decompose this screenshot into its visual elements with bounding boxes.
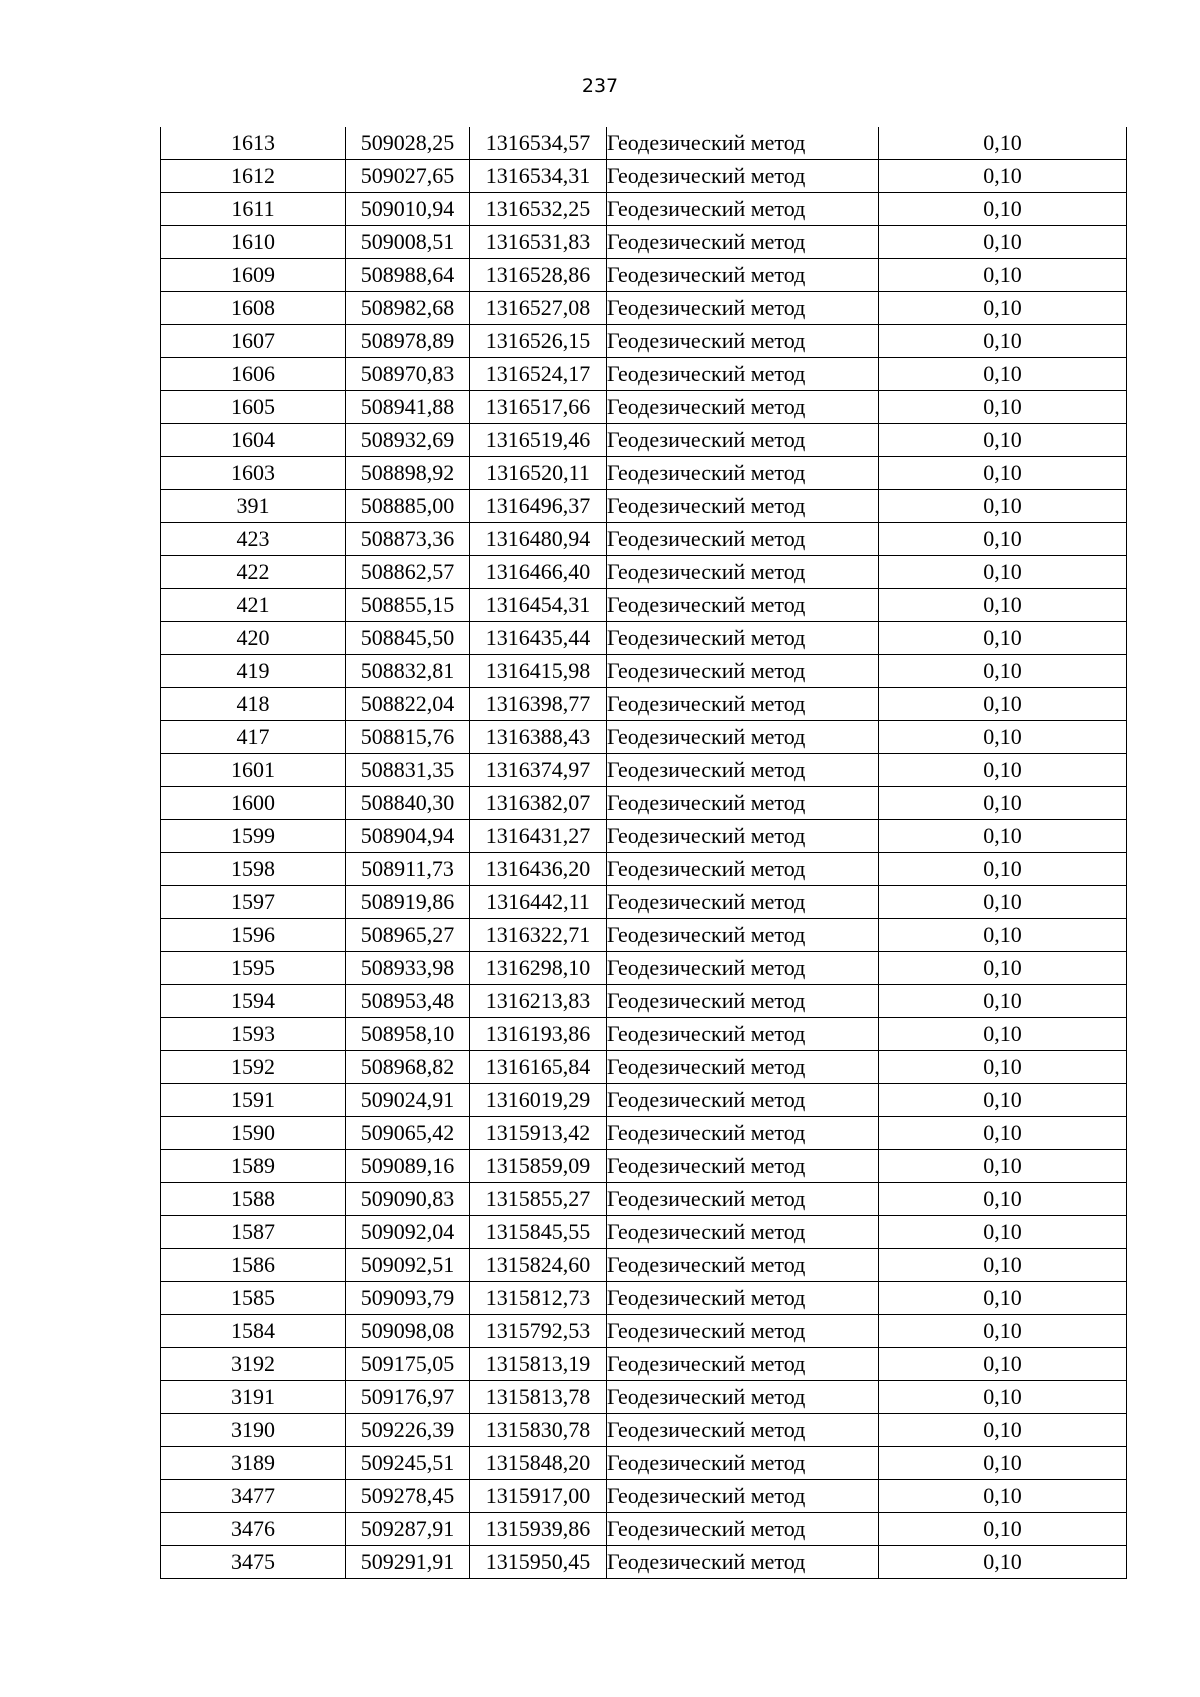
table-row [161,1051,1127,1084]
table-row [161,1480,1127,1513]
accuracy-cell: 0,10 [879,1513,1127,1546]
accuracy-cell: 0,10 [879,1249,1127,1282]
table-row [161,1150,1127,1183]
point-number-cell: 1596 [161,919,346,952]
method-cell: Геодезический метод [607,259,879,292]
table-row [161,1414,1127,1447]
accuracy-cell: 0,10 [879,1117,1127,1150]
method-cell: Геодезический метод [607,1051,879,1084]
table-row [161,523,1127,556]
method-cell: Геодезический метод [607,1084,879,1117]
accuracy-cell: 0,10 [879,193,1127,226]
point-number-cell: 1588 [161,1183,346,1216]
method-cell: Геодезический метод [607,1282,879,1315]
table-row [161,424,1127,457]
table-row [161,622,1127,655]
accuracy-cell: 0,10 [879,226,1127,259]
x-coordinate-cell: 509291,91 [346,1546,470,1579]
y-coordinate-cell: 1316526,15 [470,325,607,358]
point-number-cell: 1612 [161,160,346,193]
x-coordinate-cell: 509010,94 [346,193,470,226]
x-coordinate-cell: 508904,94 [346,820,470,853]
table-row [161,1249,1127,1282]
y-coordinate-cell: 1316398,77 [470,688,607,721]
point-number-cell: 1592 [161,1051,346,1084]
y-coordinate-cell: 1316531,83 [470,226,607,259]
y-coordinate-cell: 1316435,44 [470,622,607,655]
point-number-cell: 1594 [161,985,346,1018]
x-coordinate-cell: 508919,86 [346,886,470,919]
table-row [161,1348,1127,1381]
method-cell: Геодезический метод [607,919,879,952]
point-number-cell: 3476 [161,1513,346,1546]
accuracy-cell: 0,10 [879,1183,1127,1216]
table-row [161,1117,1127,1150]
table-row [161,391,1127,424]
x-coordinate-cell: 509090,83 [346,1183,470,1216]
table-row [161,1546,1127,1579]
point-number-cell: 1605 [161,391,346,424]
table-row [161,688,1127,721]
method-cell: Геодезический метод [607,424,879,457]
method-cell: Геодезический метод [607,1513,879,1546]
accuracy-cell: 0,10 [879,1381,1127,1414]
point-number-cell: 1608 [161,292,346,325]
y-coordinate-cell: 1316415,98 [470,655,607,688]
accuracy-cell: 0,10 [879,721,1127,754]
y-coordinate-cell: 1316520,11 [470,457,607,490]
accuracy-cell: 0,10 [879,853,1127,886]
method-cell: Геодезический метод [607,1348,879,1381]
accuracy-cell: 0,10 [879,523,1127,556]
table-row [161,787,1127,820]
accuracy-cell: 0,10 [879,1315,1127,1348]
point-number-cell: 1606 [161,358,346,391]
method-cell: Геодезический метод [607,358,879,391]
x-coordinate-cell: 508898,92 [346,457,470,490]
x-coordinate-cell: 509008,51 [346,226,470,259]
x-coordinate-cell: 509092,51 [346,1249,470,1282]
accuracy-cell: 0,10 [879,490,1127,523]
x-coordinate-cell: 508941,88 [346,391,470,424]
y-coordinate-cell: 1316496,37 [470,490,607,523]
x-coordinate-cell: 509065,42 [346,1117,470,1150]
x-coordinate-cell: 509089,16 [346,1150,470,1183]
y-coordinate-cell: 1315824,60 [470,1249,607,1282]
x-coordinate-cell: 509093,79 [346,1282,470,1315]
x-coordinate-cell: 509175,05 [346,1348,470,1381]
table-row [161,556,1127,589]
x-coordinate-cell: 508862,57 [346,556,470,589]
table-row [161,1447,1127,1480]
x-coordinate-cell: 508831,35 [346,754,470,787]
table-row [161,820,1127,853]
accuracy-cell: 0,10 [879,919,1127,952]
y-coordinate-cell: 1316436,20 [470,853,607,886]
x-coordinate-cell: 508845,50 [346,622,470,655]
method-cell: Геодезический метод [607,886,879,919]
accuracy-cell: 0,10 [879,787,1127,820]
point-number-cell: 417 [161,721,346,754]
y-coordinate-cell: 1315855,27 [470,1183,607,1216]
accuracy-cell: 0,10 [879,1282,1127,1315]
y-coordinate-cell: 1316532,25 [470,193,607,226]
method-cell: Геодезический метод [607,754,879,787]
accuracy-cell: 0,10 [879,952,1127,985]
accuracy-cell: 0,10 [879,1216,1127,1249]
x-coordinate-cell: 508970,83 [346,358,470,391]
y-coordinate-cell: 1316322,71 [470,919,607,952]
x-coordinate-cell: 508978,89 [346,325,470,358]
table-row [161,358,1127,391]
y-coordinate-cell: 1315792,53 [470,1315,607,1348]
point-number-cell: 1599 [161,820,346,853]
y-coordinate-cell: 1316517,66 [470,391,607,424]
x-coordinate-cell: 508840,30 [346,787,470,820]
point-number-cell: 3192 [161,1348,346,1381]
y-coordinate-cell: 1315950,45 [470,1546,607,1579]
method-cell: Геодезический метод [607,523,879,556]
accuracy-cell: 0,10 [879,886,1127,919]
y-coordinate-cell: 1315812,73 [470,1282,607,1315]
accuracy-cell: 0,10 [879,127,1127,160]
x-coordinate-cell: 509027,65 [346,160,470,193]
y-coordinate-cell: 1315859,09 [470,1150,607,1183]
y-coordinate-cell: 1315845,55 [470,1216,607,1249]
method-cell: Геодезический метод [607,1447,879,1480]
point-number-cell: 1610 [161,226,346,259]
x-coordinate-cell: 509226,39 [346,1414,470,1447]
point-number-cell: 3189 [161,1447,346,1480]
method-cell: Геодезический метод [607,226,879,259]
x-coordinate-cell: 508953,48 [346,985,470,1018]
method-cell: Геодезический метод [607,1546,879,1579]
y-coordinate-cell: 1316480,94 [470,523,607,556]
accuracy-cell: 0,10 [879,292,1127,325]
point-number-cell: 3475 [161,1546,346,1579]
accuracy-cell: 0,10 [879,358,1127,391]
accuracy-cell: 0,10 [879,391,1127,424]
method-cell: Геодезический метод [607,1018,879,1051]
x-coordinate-cell: 509245,51 [346,1447,470,1480]
y-coordinate-cell: 1316534,31 [470,160,607,193]
point-number-cell: 422 [161,556,346,589]
y-coordinate-cell: 1316528,86 [470,259,607,292]
table-row [161,655,1127,688]
point-number-cell: 1604 [161,424,346,457]
table-row [161,325,1127,358]
method-cell: Геодезический метод [607,985,879,1018]
y-coordinate-cell: 1316519,46 [470,424,607,457]
x-coordinate-cell: 508982,68 [346,292,470,325]
table-row [161,193,1127,226]
table-row [161,160,1127,193]
x-coordinate-cell: 509278,45 [346,1480,470,1513]
method-cell: Геодезический метод [607,622,879,655]
coordinates-table [160,127,1127,1579]
method-cell: Геодезический метод [607,589,879,622]
table-row [161,457,1127,490]
accuracy-cell: 0,10 [879,1051,1127,1084]
method-cell: Геодезический метод [607,193,879,226]
x-coordinate-cell: 508885,00 [346,490,470,523]
point-number-cell: 421 [161,589,346,622]
table-row [161,721,1127,754]
x-coordinate-cell: 508911,73 [346,853,470,886]
accuracy-cell: 0,10 [879,259,1127,292]
table-row [161,1315,1127,1348]
point-number-cell: 391 [161,490,346,523]
y-coordinate-cell: 1316534,57 [470,127,607,160]
table-row [161,259,1127,292]
table-row [161,226,1127,259]
x-coordinate-cell: 508873,36 [346,523,470,556]
y-coordinate-cell: 1316466,40 [470,556,607,589]
method-cell: Геодезический метод [607,391,879,424]
point-number-cell: 1584 [161,1315,346,1348]
accuracy-cell: 0,10 [879,457,1127,490]
point-number-cell: 3190 [161,1414,346,1447]
x-coordinate-cell: 508815,76 [346,721,470,754]
method-cell: Геодезический метод [607,721,879,754]
table-row [161,1513,1127,1546]
y-coordinate-cell: 1316382,07 [470,787,607,820]
point-number-cell: 1595 [161,952,346,985]
accuracy-cell: 0,10 [879,820,1127,853]
table-row [161,754,1127,787]
method-cell: Геодезический метод [607,1381,879,1414]
point-number-cell: 1590 [161,1117,346,1150]
accuracy-cell: 0,10 [879,688,1127,721]
page-number: 237 [581,75,619,97]
point-number-cell: 1611 [161,193,346,226]
accuracy-cell: 0,10 [879,325,1127,358]
accuracy-cell: 0,10 [879,1018,1127,1051]
coordinates-table-body [161,127,1127,1579]
accuracy-cell: 0,10 [879,424,1127,457]
x-coordinate-cell: 508855,15 [346,589,470,622]
y-coordinate-cell: 1316431,27 [470,820,607,853]
point-number-cell: 1593 [161,1018,346,1051]
accuracy-cell: 0,10 [879,985,1127,1018]
method-cell: Геодезический метод [607,655,879,688]
method-cell: Геодезический метод [607,556,879,589]
method-cell: Геодезический метод [607,1216,879,1249]
accuracy-cell: 0,10 [879,754,1127,787]
x-coordinate-cell: 509176,97 [346,1381,470,1414]
point-number-cell: 423 [161,523,346,556]
y-coordinate-cell: 1315830,78 [470,1414,607,1447]
point-number-cell: 1587 [161,1216,346,1249]
table-row [161,1084,1127,1117]
method-cell: Геодезический метод [607,457,879,490]
point-number-cell: 418 [161,688,346,721]
point-number-cell: 1600 [161,787,346,820]
x-coordinate-cell: 509098,08 [346,1315,470,1348]
table-row [161,886,1127,919]
method-cell: Геодезический метод [607,490,879,523]
x-coordinate-cell: 508958,10 [346,1018,470,1051]
method-cell: Геодезический метод [607,820,879,853]
table-row [161,1018,1127,1051]
point-number-cell: 420 [161,622,346,655]
y-coordinate-cell: 1316374,97 [470,754,607,787]
method-cell: Геодезический метод [607,1414,879,1447]
x-coordinate-cell: 509092,04 [346,1216,470,1249]
x-coordinate-cell: 509024,91 [346,1084,470,1117]
accuracy-cell: 0,10 [879,1546,1127,1579]
table-row [161,589,1127,622]
point-number-cell: 1607 [161,325,346,358]
accuracy-cell: 0,10 [879,1414,1127,1447]
point-number-cell: 1603 [161,457,346,490]
method-cell: Геодезический метод [607,1117,879,1150]
accuracy-cell: 0,10 [879,1447,1127,1480]
accuracy-cell: 0,10 [879,655,1127,688]
point-number-cell: 1586 [161,1249,346,1282]
point-number-cell: 419 [161,655,346,688]
accuracy-cell: 0,10 [879,160,1127,193]
y-coordinate-cell: 1316454,31 [470,589,607,622]
method-cell: Геодезический метод [607,1480,879,1513]
point-number-cell: 3191 [161,1381,346,1414]
y-coordinate-cell: 1315917,00 [470,1480,607,1513]
table-row [161,127,1127,160]
table-row [161,919,1127,952]
accuracy-cell: 0,10 [879,622,1127,655]
method-cell: Геодезический метод [607,160,879,193]
method-cell: Геодезический метод [607,1249,879,1282]
y-coordinate-cell: 1316165,84 [470,1051,607,1084]
y-coordinate-cell: 1316298,10 [470,952,607,985]
y-coordinate-cell: 1316527,08 [470,292,607,325]
method-cell: Геодезический метод [607,688,879,721]
point-number-cell: 1591 [161,1084,346,1117]
table-row [161,1282,1127,1315]
point-number-cell: 1613 [161,127,346,160]
x-coordinate-cell: 508932,69 [346,424,470,457]
accuracy-cell: 0,10 [879,1348,1127,1381]
y-coordinate-cell: 1315848,20 [470,1447,607,1480]
point-number-cell: 1597 [161,886,346,919]
point-number-cell: 1589 [161,1150,346,1183]
point-number-cell: 1601 [161,754,346,787]
table-row [161,1381,1127,1414]
table-row [161,1216,1127,1249]
table-row [161,292,1127,325]
method-cell: Геодезический метод [607,1150,879,1183]
accuracy-cell: 0,10 [879,556,1127,589]
table-row [161,952,1127,985]
point-number-cell: 1609 [161,259,346,292]
x-coordinate-cell: 509287,91 [346,1513,470,1546]
method-cell: Геодезический метод [607,1183,879,1216]
method-cell: Геодезический метод [607,787,879,820]
y-coordinate-cell: 1316388,43 [470,721,607,754]
y-coordinate-cell: 1316213,83 [470,985,607,1018]
y-coordinate-cell: 1316019,29 [470,1084,607,1117]
y-coordinate-cell: 1316193,86 [470,1018,607,1051]
table-row [161,853,1127,886]
method-cell: Геодезический метод [607,325,879,358]
y-coordinate-cell: 1315939,86 [470,1513,607,1546]
accuracy-cell: 0,10 [879,1150,1127,1183]
x-coordinate-cell: 508832,81 [346,655,470,688]
table-row [161,985,1127,1018]
method-cell: Геодезический метод [607,952,879,985]
point-number-cell: 1598 [161,853,346,886]
x-coordinate-cell: 508822,04 [346,688,470,721]
point-number-cell: 3477 [161,1480,346,1513]
accuracy-cell: 0,10 [879,589,1127,622]
method-cell: Геодезический метод [607,292,879,325]
table-row [161,490,1127,523]
table-row [161,1183,1127,1216]
x-coordinate-cell: 508988,64 [346,259,470,292]
y-coordinate-cell: 1315913,42 [470,1117,607,1150]
accuracy-cell: 0,10 [879,1480,1127,1513]
method-cell: Геодезический метод [607,127,879,160]
y-coordinate-cell: 1316442,11 [470,886,607,919]
point-number-cell: 1585 [161,1282,346,1315]
x-coordinate-cell: 509028,25 [346,127,470,160]
method-cell: Геодезический метод [607,1315,879,1348]
x-coordinate-cell: 508968,82 [346,1051,470,1084]
x-coordinate-cell: 508965,27 [346,919,470,952]
y-coordinate-cell: 1315813,19 [470,1348,607,1381]
y-coordinate-cell: 1316524,17 [470,358,607,391]
accuracy-cell: 0,10 [879,1084,1127,1117]
x-coordinate-cell: 508933,98 [346,952,470,985]
method-cell: Геодезический метод [607,853,879,886]
y-coordinate-cell: 1315813,78 [470,1381,607,1414]
